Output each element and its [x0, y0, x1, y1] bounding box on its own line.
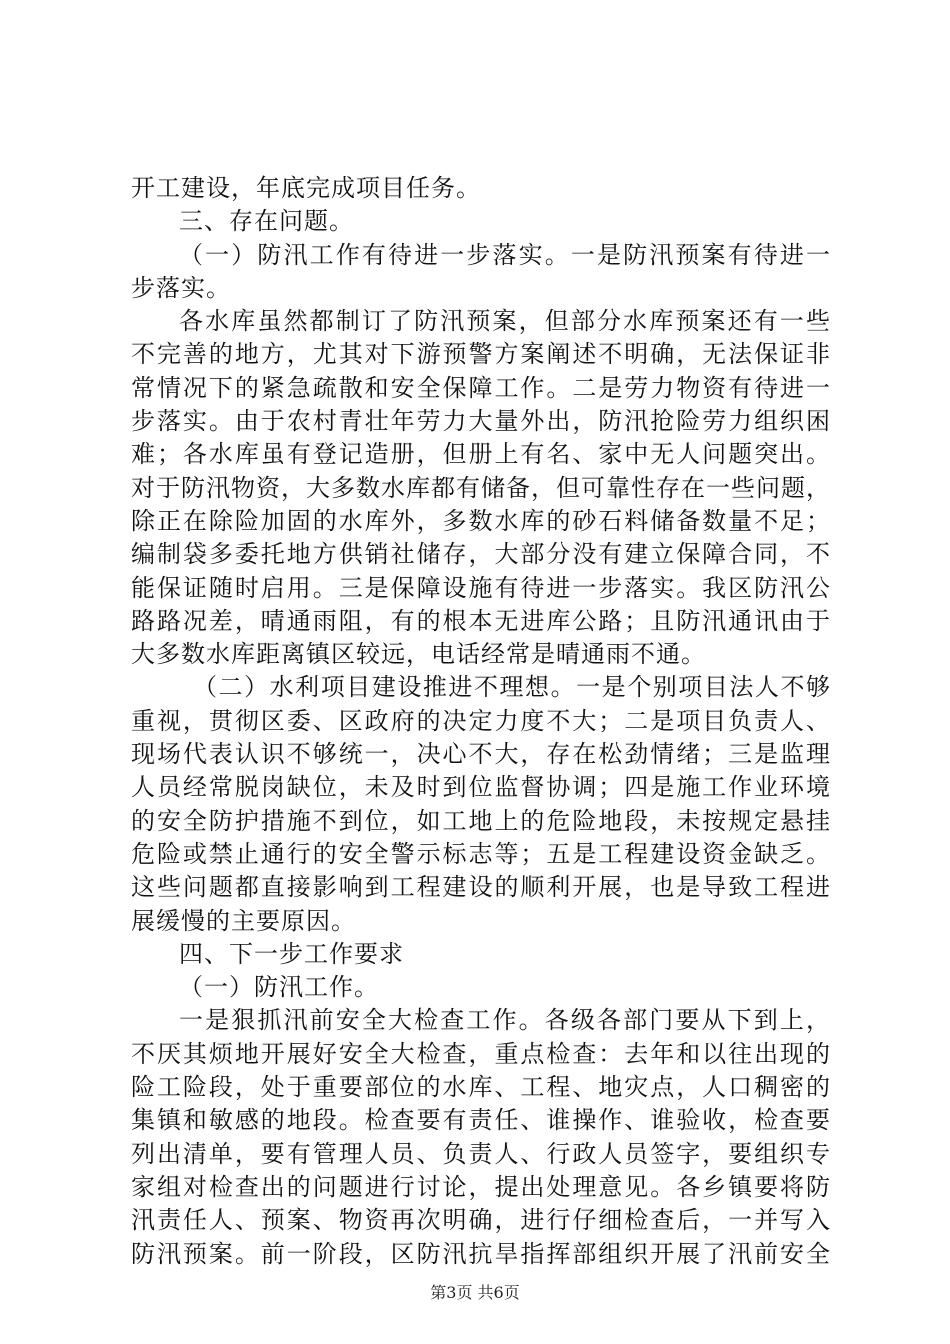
text-line: 防汛预案。前一阶段，区防汛抗旱指挥部组织开展了汛前安全	[131, 1239, 831, 1268]
text-line: 危险或禁止通行的安全警示标志等；五是工程建设资金缺乏。	[131, 839, 831, 868]
text-line: 不厌其烦地开展好安全大检查，重点检查：去年和以往出现的	[131, 1039, 831, 1068]
subsection-heading: （一）防汛工作有待进一步落实。一是防汛预案有待进一	[179, 240, 831, 269]
text-line: 难；各水库虽有登记造册，但册上有名、家中无人问题突出。	[131, 440, 831, 469]
document-body	[131, 172, 831, 1271]
text-line: 对于防汛物资，大多数水库都有储备，但可靠性存在一些问题，	[131, 473, 831, 502]
section-heading: 三、存在问题。	[179, 207, 354, 236]
text-line: 集镇和敏感的地段。检查要有责任、谁操作、谁验收，检查要	[131, 1106, 831, 1135]
text-line: 能保证随时启用。三是保障设施有待进一步落实。我区防汛公	[131, 573, 831, 602]
text-line: 列出清单，要有管理人员、负责人、行政人员签字，要组织专	[131, 1139, 831, 1168]
paragraph-start: 一是狠抓汛前安全大检查工作。各级各部门要从下到上，	[179, 1006, 831, 1035]
text-line: 汛责任人、预案、物资再次明确，进行仔细检查后，一并写入	[131, 1206, 831, 1235]
text-line: 险工险段，处于重要部位的水库、工程、地灾点，人口稠密的	[131, 1073, 831, 1102]
section-heading: 四、下一步工作要求	[179, 939, 404, 968]
text-line: 编制袋多委托地方供销社储存，大部分没有建立保障合同，不	[131, 540, 831, 569]
text-line: 开工建设，年底完成项目任务。	[131, 174, 481, 202]
text-line: 常情况下的紧急疏散和安全保障工作。二是劳力物资有待进一	[131, 373, 831, 402]
text-line: 步落实。	[131, 273, 231, 302]
text-line: 路路况差，晴通雨阻，有的根本无进库公路；且防汛通讯由于	[131, 606, 831, 635]
text-line: 家组对检查出的问题进行讨论，提出处理意见。各乡镇要将防	[131, 1172, 831, 1201]
page-number-footer: 第3页 共6页	[430, 1283, 520, 1302]
paragraph-start: 各水库虽然都制订了防汛预案，但部分水库预案还有一些	[179, 307, 831, 336]
text-line: 展缓慢的主要原因。	[131, 906, 356, 935]
text-line: 不完善的地方，尤其对下游预警方案阐述不明确，无法保证非	[131, 340, 831, 369]
text-line: 重视，贯彻区委、区政府的决定力度不大；二是项目负责人、	[131, 706, 831, 735]
text-line: 大多数水库距离镇区较远，电话经常是晴通雨不通。	[131, 640, 706, 669]
text-line: 步落实。由于农村青壮年劳力大量外出，防汛抢险劳力组织困	[131, 407, 831, 436]
subsection-heading: （一）防汛工作。	[179, 973, 379, 1002]
text-line: 现场代表认识不够统一，决心不大，存在松劲情绪；三是监理	[131, 740, 831, 769]
text-line: 人员经常脱岗缺位，未及时到位监督协调；四是施工作业环境	[131, 773, 831, 802]
text-line: 这些问题都直接影响到工程建设的顺利开展，也是导致工程进	[131, 873, 831, 902]
text-line: 的安全防护措施不到位，如工地上的危险地段，未按规定悬挂	[131, 806, 831, 835]
text-line: 除正在除险加固的水库外，多数水库的砂石料储备数量不足；	[131, 506, 831, 535]
subsection-heading: （二）水利项目建设推进不理想。一是个别项目法人不够	[193, 673, 831, 702]
